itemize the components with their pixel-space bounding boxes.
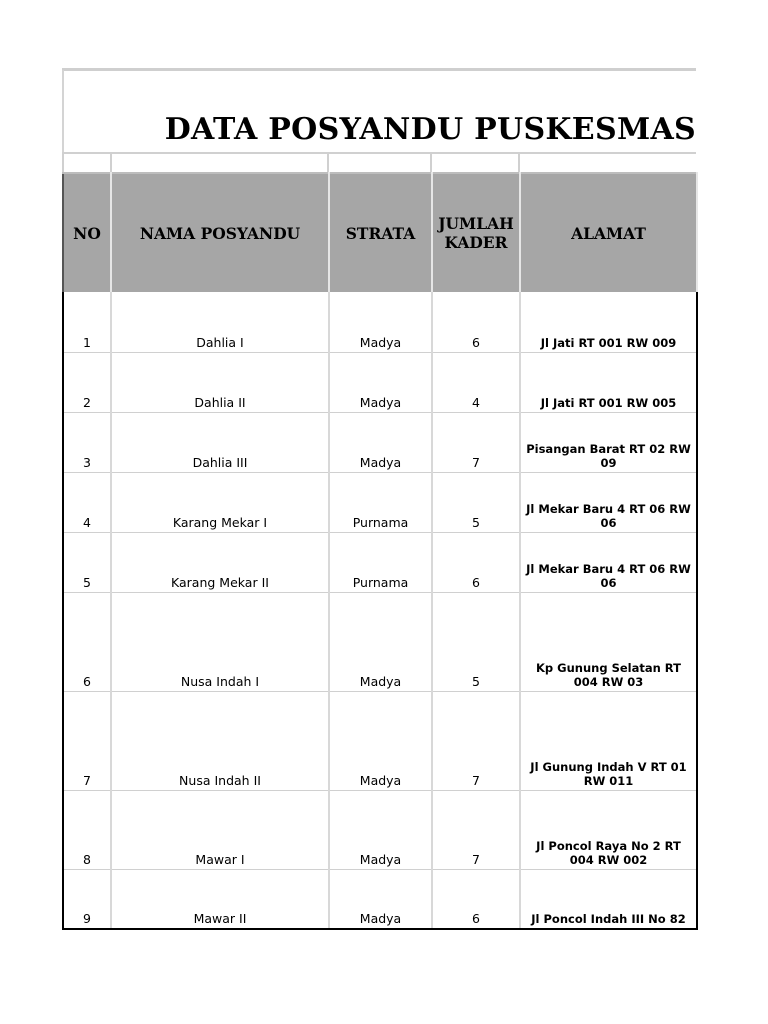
cell-no: 3 — [63, 412, 111, 472]
cell-strata: Madya — [329, 790, 432, 869]
cell-alamat: Jl Mekar Baru 4 RT 06 RW 06 — [520, 532, 697, 592]
table-row — [63, 869, 697, 929]
table-header-row — [63, 173, 697, 292]
cell-kader: 6 — [432, 869, 520, 929]
cell-alamat: Jl Poncol Indah III No 82 — [520, 869, 697, 929]
cell-strata: Purnama — [329, 472, 432, 532]
cell-nama: Dahlia III — [111, 412, 329, 472]
table-row — [63, 352, 697, 412]
cell-strata: Madya — [329, 869, 432, 929]
cell-kader: 7 — [432, 790, 520, 869]
cell-nama: Mawar I — [111, 790, 329, 869]
header-jumlah-kader — [432, 173, 520, 292]
header-no: NO — [63, 173, 111, 292]
cell-alamat: Jl Jati RT 001 RW 009 — [520, 292, 697, 352]
cell-kader: 5 — [432, 472, 520, 532]
cell-nama: Nusa Indah I — [111, 592, 329, 691]
cell-kader: 6 — [432, 532, 520, 592]
cell-no: 4 — [63, 472, 111, 532]
cell-strata: Madya — [329, 292, 432, 352]
table-row — [63, 691, 697, 790]
table-row — [63, 472, 697, 532]
cell-strata: Madya — [329, 352, 432, 412]
posyandu-table — [62, 172, 698, 930]
cell-kader: 6 — [432, 292, 520, 352]
table-row — [63, 292, 697, 352]
table-row — [63, 790, 697, 869]
page-title: DATA POSYANDU PUSKESMAS — [164, 112, 696, 147]
cell-kader: 7 — [432, 691, 520, 790]
cell-nama: Mawar II — [111, 869, 329, 929]
cell-kader: 7 — [432, 412, 520, 472]
cell-no: 8 — [63, 790, 111, 869]
cell-strata: Madya — [329, 592, 432, 691]
header-alamat: ALAMAT — [520, 173, 697, 292]
cell-no: 1 — [63, 292, 111, 352]
header-strata: STRATA — [329, 173, 432, 292]
header-jumlah-line1: JUMLAH — [438, 214, 514, 233]
table-row — [63, 412, 697, 472]
cell-strata: Madya — [329, 412, 432, 472]
cell-no: 2 — [63, 352, 111, 412]
cell-no: 7 — [63, 691, 111, 790]
cell-alamat: Kp Gunung Selatan RT 004 RW 03 — [520, 592, 697, 691]
cell-alamat: Jl Jati RT 001 RW 005 — [520, 352, 697, 412]
cell-no: 9 — [63, 869, 111, 929]
cell-alamat: Jl Gunung Indah V RT 01 RW 011 — [520, 691, 697, 790]
cell-nama: Nusa Indah II — [111, 691, 329, 790]
cell-no: 6 — [63, 592, 111, 691]
sheet-top-border — [62, 68, 696, 71]
spacer-row — [62, 154, 696, 172]
table-row — [63, 532, 697, 592]
header-jumlah-line2: KADER — [444, 233, 508, 252]
cell-no: 5 — [63, 532, 111, 592]
cell-strata: Madya — [329, 691, 432, 790]
header-nama-posyandu: NAMA POSYANDU — [111, 173, 329, 292]
cell-kader: 5 — [432, 592, 520, 691]
cell-alamat: Jl Mekar Baru 4 RT 06 RW 06 — [520, 472, 697, 532]
cell-alamat: Jl Poncol Raya No 2 RT 004 RW 002 — [520, 790, 697, 869]
cell-nama: Karang Mekar I — [111, 472, 329, 532]
cell-kader: 4 — [432, 352, 520, 412]
cell-nama: Dahlia I — [111, 292, 329, 352]
cell-alamat: Pisangan Barat RT 02 RW 09 — [520, 412, 697, 472]
cell-nama: Dahlia II — [111, 352, 329, 412]
cell-nama: Karang Mekar II — [111, 532, 329, 592]
cell-strata: Purnama — [329, 532, 432, 592]
table-row — [63, 592, 697, 691]
